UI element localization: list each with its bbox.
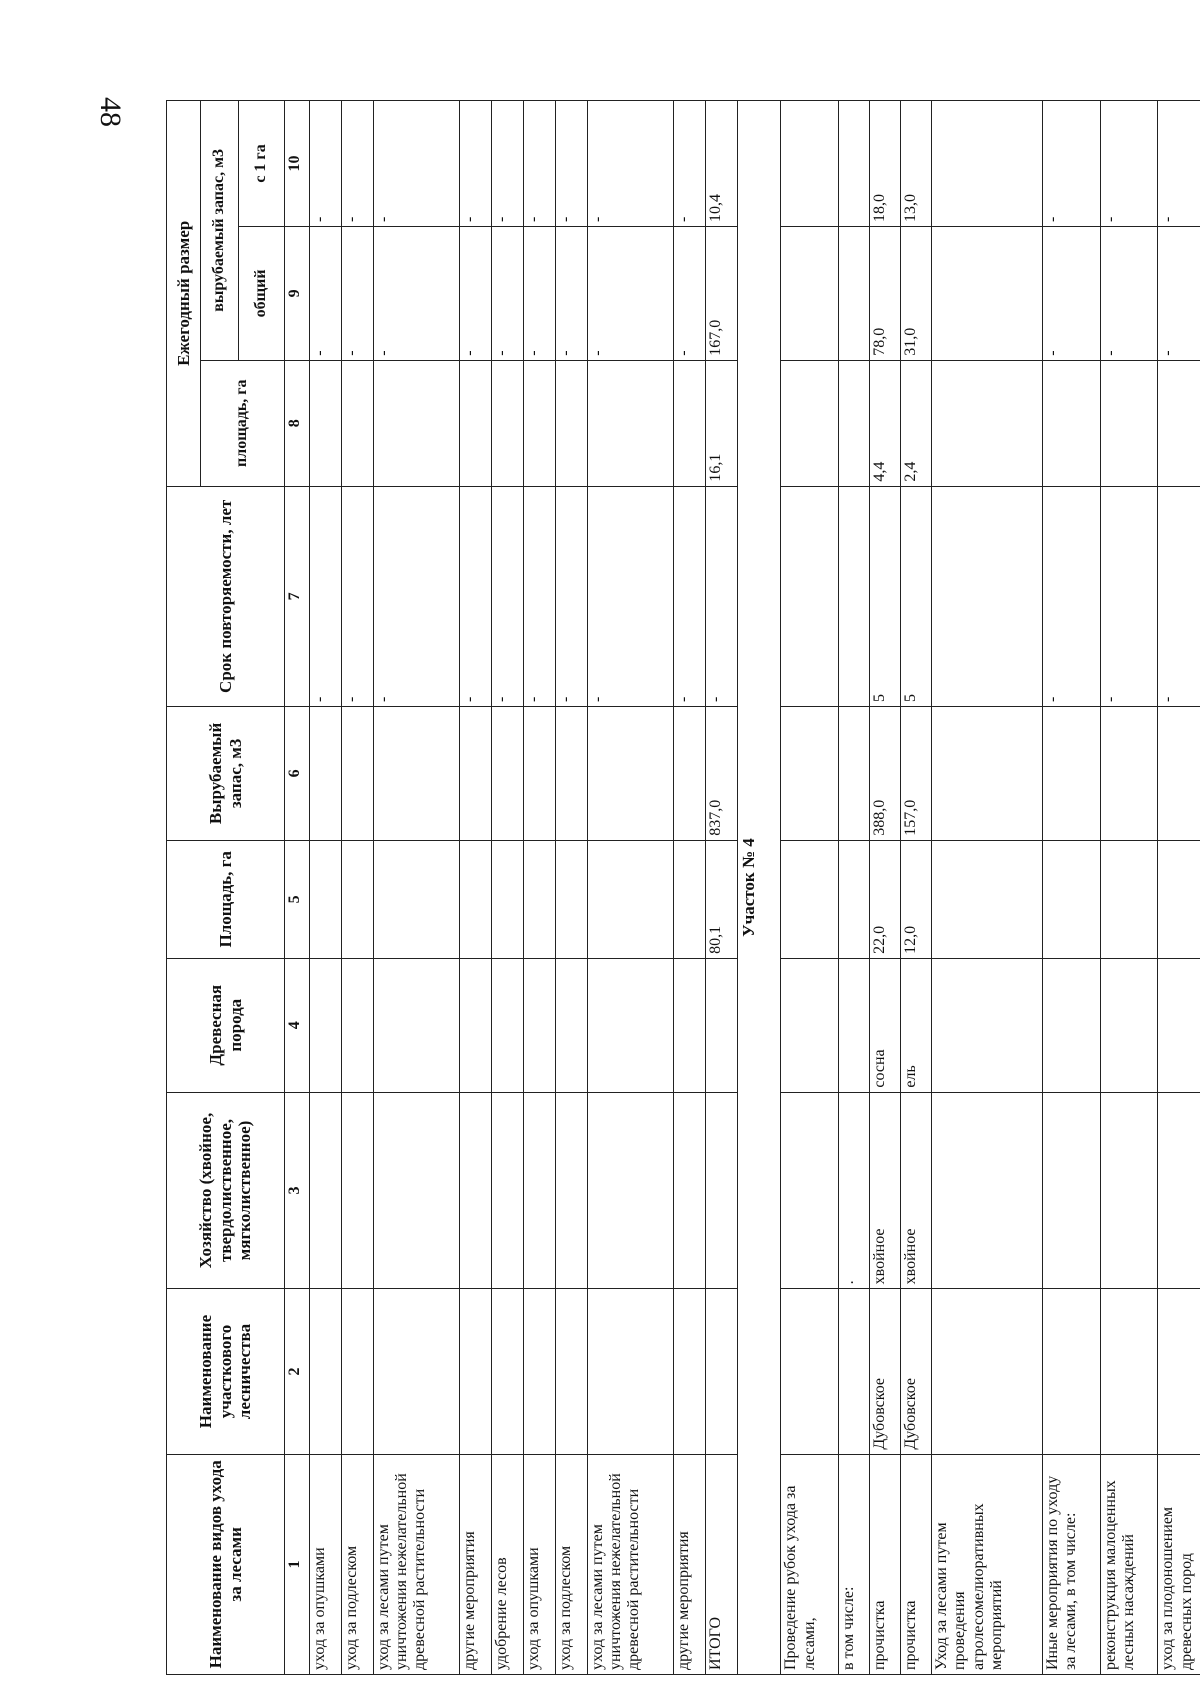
cell-col-2 [1100,1289,1158,1454]
cell-col-6 [1100,707,1158,841]
table-row [1100,101,1158,1675]
header-care-type: Наименование видов ухода за лесами [167,1454,285,1674]
cell-col-3 [1100,1092,1158,1289]
cell-col-5 [674,840,706,958]
cell-col-3: хвойное [901,1092,932,1289]
header-forestry: Наименование участкового лесничества [167,1289,285,1454]
cell-col-6 [310,707,342,841]
cell-col-8: 2,4 [901,360,932,486]
cell-col-4 [523,958,555,1092]
cell-col-8 [587,360,674,486]
column-index-9: 9 [285,226,310,360]
cell-col-1: Иные мероприятия по уходу за лесами, в том числе: [1042,1454,1100,1674]
cell-col-10: - [310,101,342,227]
cell-col-10: - [1100,101,1158,227]
cell-col-2 [705,1289,737,1454]
cell-col-10 [932,101,1043,227]
header-annual-area: площадь, га [201,360,285,486]
cell-col-10: - [523,101,555,227]
cell-col-7 [932,486,1043,706]
cell-col-6 [932,707,1043,841]
cell-col-2: Дубовское [870,1289,901,1454]
header-annual-volume: вырубаемый запас, м3 [201,101,239,361]
cell-col-10: - [492,101,524,227]
header-repeat-period: Срок повторяемости, лет [167,486,285,706]
table-row [310,101,342,1675]
cell-col-1: уход за опушками [310,1454,342,1674]
forest-care-table [166,100,1200,1675]
cell-col-5 [373,840,460,958]
cell-col-9 [839,226,870,360]
cell-col-8 [674,360,706,486]
cell-col-3 [932,1092,1043,1289]
column-index-2: 2 [285,1289,310,1454]
cell-col-1: другие мероприятия [674,1454,706,1674]
cell-col-1: уход за подлеском [341,1454,373,1674]
cell-col-7: - [460,486,492,706]
cell-col-8 [555,360,587,486]
cell-col-10: 18,0 [870,101,901,227]
cell-col-5 [555,840,587,958]
cell-col-9: - [1158,226,1200,360]
cell-col-4 [932,958,1043,1092]
cell-col-5 [341,840,373,958]
cell-col-2 [341,1289,373,1454]
cell-col-9: - [674,226,706,360]
cell-col-6 [781,707,839,841]
cell-col-1: ИТОГО [705,1454,737,1674]
cell-col-4 [1042,958,1100,1092]
header-economy: Хозяйство (хвойное, твердолиственное, мягколиственное) [167,1092,285,1289]
header-volume: Вырубаемый запас, м3 [167,707,285,841]
cell-col-10: - [460,101,492,227]
cell-col-2 [781,1289,839,1454]
cell-col-2 [587,1289,674,1454]
cell-col-8 [781,360,839,486]
cell-col-1: прочистка [901,1454,932,1674]
header-annual-size: Ежегодный размер [167,101,201,487]
cell-col-1: реконструкция малоценных лесных насаждений [1100,1454,1158,1674]
cell-col-7: - [1100,486,1158,706]
cell-col-9: - [587,226,674,360]
cell-col-9: 78,0 [870,226,901,360]
cell-col-7: - [1158,486,1200,706]
cell-col-6 [460,707,492,841]
cell-col-3 [674,1092,706,1289]
cell-col-6 [555,707,587,841]
cell-col-9: - [1100,226,1158,360]
cell-col-3 [1042,1092,1100,1289]
cell-col-6 [587,707,674,841]
cell-col-6 [341,707,373,841]
cell-col-3 [310,1092,342,1289]
cell-col-5: 12,0 [901,840,932,958]
table-row [705,101,737,1675]
column-index-5: 5 [285,840,310,958]
cell-col-4 [373,958,460,1092]
cell-col-6 [839,707,870,841]
cell-col-7 [839,486,870,706]
cell-col-2 [373,1289,460,1454]
cell-col-7 [781,486,839,706]
cell-col-7: - [587,486,674,706]
cell-col-9: - [555,226,587,360]
cell-col-7: 5 [901,486,932,706]
cell-col-1: в том числе: [839,1454,870,1674]
cell-col-7: 5 [870,486,901,706]
cell-col-9: - [310,226,342,360]
header-species: Древесная порода [167,958,285,1092]
cell-col-9: 31,0 [901,226,932,360]
cell-col-1: уход за плодоношением древесных пород [1158,1454,1200,1674]
cell-col-10: 13,0 [901,101,932,227]
cell-col-3 [341,1092,373,1289]
cell-col-2 [310,1289,342,1454]
cell-col-8 [373,360,460,486]
cell-col-9 [932,226,1043,360]
table-row [1042,101,1100,1675]
table-row [932,101,1043,1675]
cell-col-10 [781,101,839,227]
cell-col-9: - [341,226,373,360]
cell-col-1: уход за лесами путем уничтожения нежелательной древесной растительности [373,1454,460,1674]
cell-col-9: - [1042,226,1100,360]
cell-col-9: - [460,226,492,360]
cell-col-4 [555,958,587,1092]
cell-col-3 [587,1092,674,1289]
table-body-bottom [781,101,1200,1675]
cell-col-2 [555,1289,587,1454]
cell-col-10: - [341,101,373,227]
cell-col-8: 4,4 [870,360,901,486]
cell-col-9: - [492,226,524,360]
cell-col-5: 22,0 [870,840,901,958]
cell-col-4 [1100,958,1158,1092]
header-volume-total: общий [239,226,285,360]
table-body-top [285,101,738,1675]
cell-col-6: 837,0 [705,707,737,841]
cell-col-5 [460,840,492,958]
column-index-6: 6 [285,707,310,841]
cell-col-5 [1100,840,1158,958]
cell-col-3 [373,1092,460,1289]
cell-col-3 [523,1092,555,1289]
cell-col-7: - [341,486,373,706]
cell-col-8: 16,1 [705,360,737,486]
cell-col-10: 10,4 [705,101,737,227]
cell-col-8 [839,360,870,486]
table-row [1158,101,1200,1675]
cell-col-9: 167,0 [705,226,737,360]
column-index-1: 1 [285,1454,310,1674]
cell-col-5 [492,840,524,958]
table-row [839,101,870,1675]
cell-col-6 [492,707,524,841]
table-row [373,101,460,1675]
cell-col-10: - [1042,101,1100,227]
cell-col-7: - [555,486,587,706]
cell-col-4 [310,958,342,1092]
cell-col-6: 157,0 [901,707,932,841]
cell-col-7: - [523,486,555,706]
header-area: Площадь, га [167,840,285,958]
cell-col-7: - [492,486,524,706]
cell-col-9 [781,226,839,360]
cell-col-3: хвойное [870,1092,901,1289]
cell-col-2 [523,1289,555,1454]
cell-col-10 [839,101,870,227]
cell-col-4 [705,958,737,1092]
cell-col-8 [1158,360,1200,486]
cell-col-6 [373,707,460,841]
column-index-4: 4 [285,958,310,1092]
cell-col-2 [932,1289,1043,1454]
cell-col-5 [932,840,1043,958]
cell-col-4: сосна [870,958,901,1092]
cell-col-5 [310,840,342,958]
cell-col-5: 80,1 [705,840,737,958]
table-row [555,101,587,1675]
cell-col-8 [932,360,1043,486]
column-index-row [285,101,310,1675]
cell-col-7: - [674,486,706,706]
cell-col-4 [1158,958,1200,1092]
cell-col-6 [1042,707,1100,841]
cell-col-1: Проведение рубок ухода за лесами, [781,1454,839,1674]
cell-col-2 [839,1289,870,1454]
cell-col-5 [1042,840,1100,958]
cell-col-4: ель [901,958,932,1092]
cell-col-6: 388,0 [870,707,901,841]
cell-col-3 [492,1092,524,1289]
cell-col-4 [781,958,839,1092]
cell-col-10: - [1158,101,1200,227]
page-number: 48 [94,97,127,127]
table-row [781,101,839,1675]
table-row [901,101,932,1675]
cell-col-4 [460,958,492,1092]
table-row [341,101,373,1675]
section-row [737,101,780,1675]
cell-col-1: прочистка [870,1454,901,1674]
rotated-page [166,100,1200,1675]
table-row [870,101,901,1675]
cell-col-5 [839,840,870,958]
cell-col-5 [587,840,674,958]
cell-col-8 [460,360,492,486]
cell-col-5 [1158,840,1200,958]
cell-col-1: уход за лесами путем уничтожения нежелательной древесной растительности [587,1454,674,1674]
cell-col-8 [492,360,524,486]
cell-col-4 [674,958,706,1092]
cell-col-4 [341,958,373,1092]
section-title: Участок № 4 [737,101,780,1675]
cell-col-2 [1158,1289,1200,1454]
cell-col-4 [492,958,524,1092]
cell-col-2 [492,1289,524,1454]
cell-col-10: - [555,101,587,227]
cell-col-5 [523,840,555,958]
cell-col-2 [460,1289,492,1454]
cell-col-9: - [523,226,555,360]
cell-col-3 [460,1092,492,1289]
cell-col-8 [341,360,373,486]
cell-col-7: - [1042,486,1100,706]
cell-col-8 [523,360,555,486]
table-row [492,101,524,1675]
cell-col-6 [523,707,555,841]
cell-col-10: - [674,101,706,227]
cell-col-8 [1042,360,1100,486]
cell-col-1: уход за подлеском [555,1454,587,1674]
cell-col-4 [587,958,674,1092]
cell-col-3 [1158,1092,1200,1289]
cell-col-7: - [310,486,342,706]
cell-col-2 [1042,1289,1100,1454]
cell-col-1: Уход за лесами путем проведения агролесомелиоративных мероприятий [932,1454,1043,1674]
column-index-7: 7 [285,486,310,706]
cell-col-8 [1100,360,1158,486]
cell-col-10: - [373,101,460,227]
column-index-3: 3 [285,1092,310,1289]
cell-col-3 [705,1092,737,1289]
cell-col-4 [839,958,870,1092]
cell-col-5 [781,840,839,958]
header-volume-per-ha: с 1 га [239,101,285,227]
cell-col-1: другие мероприятия [460,1454,492,1674]
cell-col-7: - [373,486,460,706]
cell-col-8 [310,360,342,486]
cell-col-3: . [839,1092,870,1289]
table-row [523,101,555,1675]
cell-col-1: удобрение лесов [492,1454,524,1674]
cell-col-6 [674,707,706,841]
cell-col-10: - [587,101,674,227]
cell-col-6 [1158,707,1200,841]
table-row [587,101,674,1675]
cell-col-7: - [705,486,737,706]
column-index-8: 8 [285,360,310,486]
cell-col-3 [555,1092,587,1289]
cell-col-3 [781,1092,839,1289]
table-row [460,101,492,1675]
column-index-10: 10 [285,101,310,227]
table-row [674,101,706,1675]
cell-col-2: Дубовское [901,1289,932,1454]
cell-col-1: уход за опушками [523,1454,555,1674]
cell-col-9: - [373,226,460,360]
cell-col-2 [674,1289,706,1454]
